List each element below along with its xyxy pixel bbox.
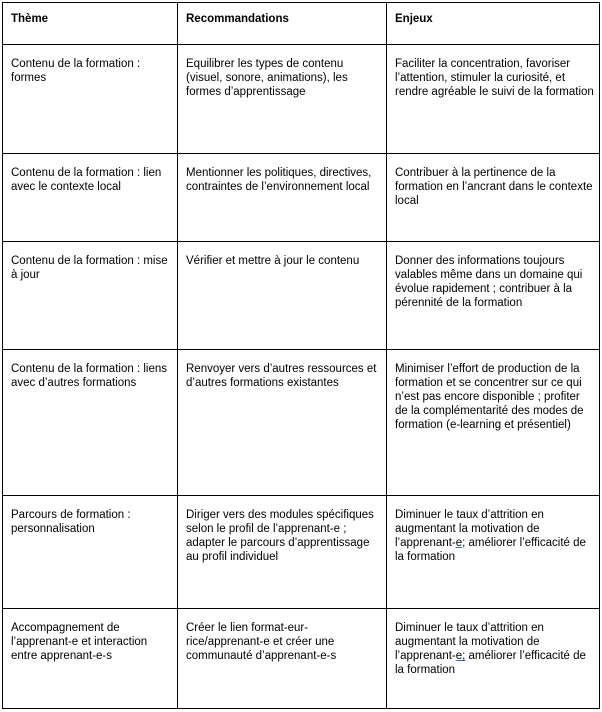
cell-theme: Contenu de la formation : mise à jour	[3, 241, 178, 349]
spellcheck-marked-text: e;	[455, 650, 466, 663]
cell-enjeux	[387, 495, 600, 609]
cell-recommandations: Créer le lien format-eur-rice/apprenant-e et créer une communauté d’apprenant-e-s	[178, 609, 387, 709]
spellcheck-marked-text: e;	[455, 536, 466, 549]
cell-enjeux: Faciliter la concentration, favoriser l’attention, stimuler la curiosité, et rendre agréable le suivi de la formation	[387, 45, 600, 154]
cell-theme: Contenu de la formation : formes	[3, 45, 178, 154]
cell-theme: Parcours de formation : personnalisation	[3, 495, 178, 609]
cell-enjeux: Donner des informations toujours valables même dans un domaine qui évolue rapidement ; contribuer à la pérennité de la formation	[387, 241, 600, 349]
cell-recommandations: Renvoyer vers d’autres ressources et d’autres formations existantes	[178, 349, 387, 495]
cell-recommandations: Equilibrer les types de contenu (visuel, sonore, animations), les formes d’apprentissage	[178, 45, 387, 154]
table-row	[3, 241, 600, 349]
cell-enjeux: Contribuer à la pertinence de la formation en l’ancrant dans le contexte local	[387, 154, 600, 242]
recommendations-table	[2, 2, 600, 709]
enjeux-text: Diminuer le taux d’attrition en augmentant la motivation de l’apprenant-	[395, 508, 544, 549]
cell-enjeux	[387, 609, 600, 709]
enjeux-text: Diminuer le taux d’attrition en augmentant la motivation de l’apprenant-	[395, 622, 544, 663]
table-row	[3, 154, 600, 242]
table-header-row	[3, 3, 600, 45]
cell-theme: Contenu de la formation : liens avec d’autres formations	[3, 349, 178, 495]
cell-recommandations: Diriger vers des modules spécifiques selon le profil de l’apprenant-e ; adapter le parcours d’apprentissage au profil individuel	[178, 495, 387, 609]
header-theme: Thème	[3, 3, 178, 45]
cell-enjeux: Minimiser l’effort de production de la formation et se concentrer sur ce qui n’est pas encore disponible ; profiter de la complémentarité des modes de formation (e-learning et présentiel)	[387, 349, 600, 495]
cell-theme: Accompagnement de l’apprenant-e et interaction entre apprenant-e-s	[3, 609, 178, 709]
cell-recommandations: Mentionner les politiques, directives, contraintes de l’environnement local	[178, 154, 387, 242]
header-recommandations: Recommandations	[178, 3, 387, 45]
cell-theme: Contenu de la formation : lien avec le contexte local	[3, 154, 178, 242]
enjeux-text: améliorer l’efficacité de la formation	[395, 536, 586, 563]
enjeux-text: améliorer l’efficacité de la formation	[395, 650, 586, 677]
table-row	[3, 609, 600, 709]
header-enjeux: Enjeux	[387, 3, 600, 45]
table-row	[3, 45, 600, 154]
table-row	[3, 495, 600, 609]
cell-recommandations: Vérifier et mettre à jour le contenu	[178, 241, 387, 349]
table-row	[3, 349, 600, 495]
